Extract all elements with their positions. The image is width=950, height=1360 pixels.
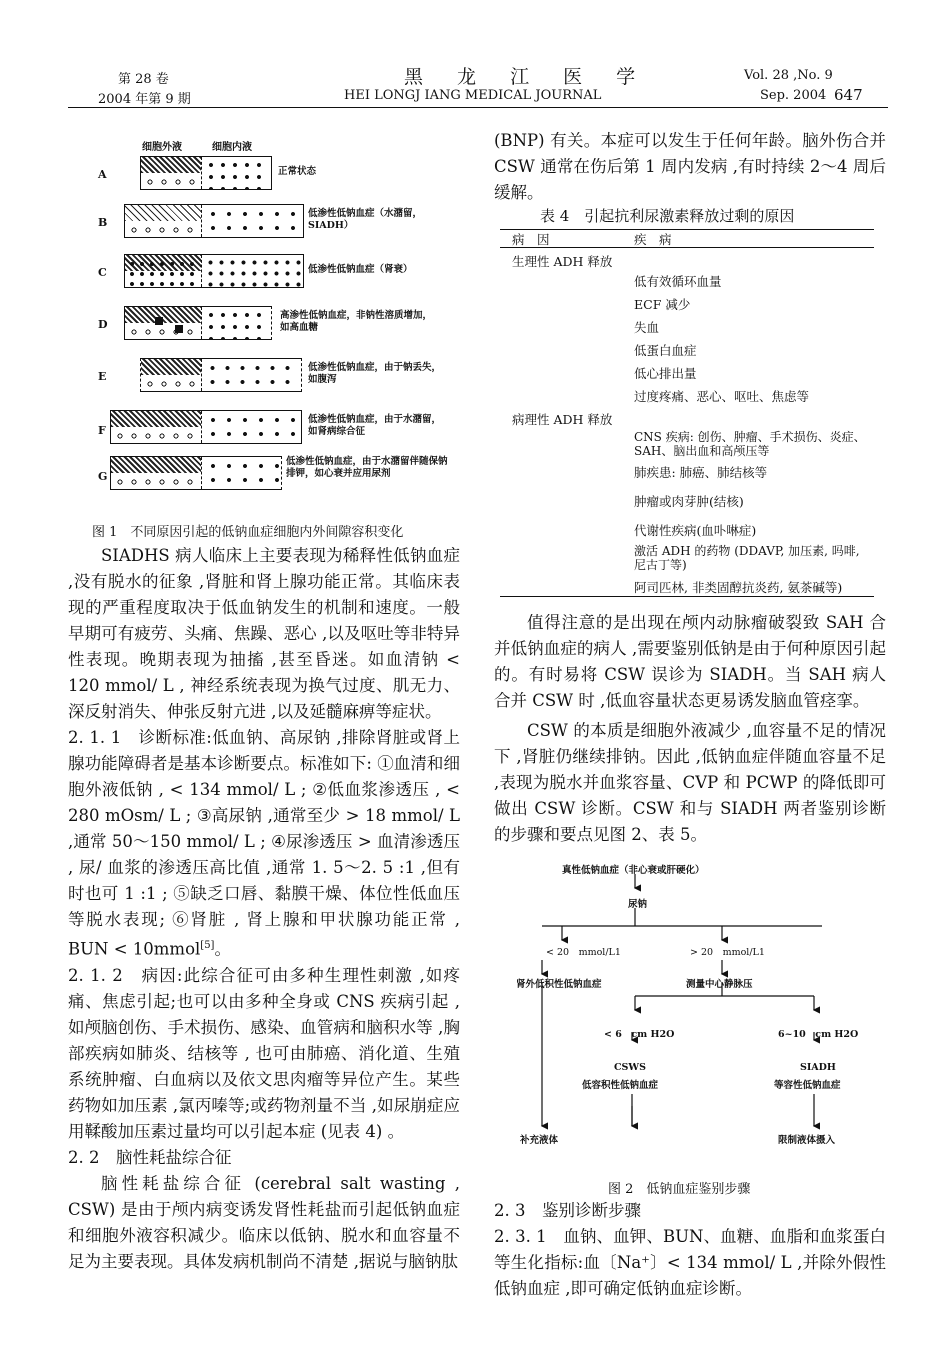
fig1-label-ecf: 细胞外液 — [142, 142, 182, 153]
left-column — [68, 543, 460, 1275]
journal-title-cn: 黑 龙 江 医 学 — [404, 66, 650, 88]
paragraph-csw-intro: 脑性耗盐综合征 (cerebral salt wasting , CSW) 是由于颅内病变诱发肾性耗盐而引起低钠血症和细胞外液容积减少。临床以低钠、脱水和血容量不足为主要表现。具体发病机制尚不清楚 ,据说与脑钠肽 — [68, 1173, 460, 1271]
fig1-compartment — [110, 456, 282, 490]
flow-label-low-urine-na: < 20 mmol/L1 — [546, 947, 621, 958]
flow-node-replenish-fluid: 补充液体 — [520, 1135, 559, 1146]
table-cell: 低心排出量 — [634, 366, 697, 381]
flow-node-urine-na: 尿钠 — [628, 899, 648, 910]
citation-ref: [5] — [200, 940, 215, 951]
table-group-pathological: 病理性 ADH 释放 — [512, 412, 613, 427]
table-cell: 失血 — [634, 320, 660, 335]
table-header-disease: 疾 病 — [634, 232, 672, 247]
figure-1-caption: 图 1 不同原因引起的低钠血症细胞内外间隙容积变化 — [92, 525, 404, 540]
paragraph-bnp: (BNP) 有关。本症可以发生于任何年龄。脑外伤合并 CSW 通常在伤后第 1 周内发病 ,有时持续 2～4 周后缓解。 — [494, 131, 886, 202]
fig1-row-f — [90, 410, 470, 444]
fig1-letter: C — [98, 266, 107, 279]
fig1-note: 高渗性低钠血症，非钠性溶质增加，如高血糖 — [280, 310, 433, 333]
section-heading-2-2: 2. 2 脑性耗盐综合征 — [68, 1147, 232, 1167]
flow-node-csws-desc: 低容积性低钠血症 — [582, 1080, 659, 1091]
page-number: 647 — [834, 86, 863, 104]
criteria-end: 。 — [214, 939, 231, 959]
paragraph-etiology: 2. 1. 2 病因:此综合征可由多种生理性刺激 ,如疼痛、焦虑引起;也可以由多种全身或 CNS 疾病引起 ,如颅脑创伤、手术损伤、感染、血管病和脑积水等 ,胸部疾病如肺炎、结核等 , 也可由肺癌、消化道、生殖系统肿瘤、白血病以及依文思肉瘤等异位产生。某些药物如加压素 ,氯丙嗪等;或药物剂量不当 ,如尿崩症应用鞣酸加压素过量均可以引起本症 (见表 4) 。 — [68, 965, 460, 1141]
fig1-compartment — [124, 306, 272, 340]
figure-2-arrows — [500, 860, 880, 1150]
table-cell: 低蛋白血症 — [634, 343, 697, 358]
table-header-rule — [500, 247, 874, 248]
paragraph-diagnosis-criteria — [68, 725, 460, 963]
figure-2-caption: 图 2 低钠血症鉴别步骤 — [608, 1182, 751, 1197]
fig1-letter: F — [98, 424, 106, 437]
section-heading-2-3: 2. 3 鉴别诊断步骤 — [494, 1201, 641, 1220]
flow-label-high-urine-na: > 20 mmol/L1 — [690, 947, 765, 958]
paragraph-siadhs-clinical: SIADHS 病人临床上主要表现为稀释性低钠血症 ,没有脱水的征象 ,肾脏和肾上腺功能正常。其临床表现的严重程度取决于低血钠发生的机制和速度。一般早期可有疲劳、头痛、焦躁、恶心 ,以及呕吐等非特异性表现。晚期表现为抽搐 ,甚至昏迷。如血清钠 < 120 mmol/ L , 神经系统表现为换气过度、肌无力、深反射消失、伸张反射亢进 ,以及延髓麻痹等症状。 — [68, 546, 460, 721]
paragraph-sah: 值得注意的是出现在颅内动脉瘤破裂致 SAH 合并低钠血症的病人 ,需要鉴别低钠是由于何种原因引起的。有时易将 CSW 误诊为 SIADH。当 SAH 病人合并 CSW 时 ,低血容量状态更易诱发脑血管痉挛。 — [494, 613, 886, 710]
fig1-row-g — [90, 456, 470, 490]
fig1-letter: B — [98, 216, 108, 229]
right-column-mid — [494, 610, 886, 848]
paragraph-csw-nature: CSW 的本质是细胞外液减少 ,血容量不足的情况下 ,肾脏仍继续排钠。因此 ,低钠血症伴随血容量不足 ,表现为脱水并血浆容量、CVP 和 PCWP 的降低即可做出 CSW 诊断。CSW 和与 SIADH 两者鉴别诊断的步骤和要点见图 2、表 5。 — [494, 721, 886, 844]
flow-node-true-hyponatremia: 真性低钠血症（非心衰或肝硬化） — [562, 865, 705, 876]
fig1-row-b — [90, 204, 470, 238]
fig1-letter: G — [98, 470, 108, 483]
flow-node-extrarenal: 肾外低积性低钠血症 — [516, 979, 602, 990]
header-issue: 2004 年第 9 期 — [98, 92, 191, 107]
criteria-text: 2. 1. 1 诊断标准:低血钠、高尿钠 ,排除肾脏或肾上腺功能障碍者是基本诊断要点。标准如下: ①血清和细胞外液低钠 , < 134 mmol/ L ; ②低血浆渗透压 , < 280 mOsm/ L ; ③高尿钠 ,通常至少 > 18 mmol/ L ,通常 50～150 mmol/ L ; ④尿渗透压 > 血清渗透压 , 尿/ 血浆的渗透压高比值 ,通常 1. 5～2. 5 :1 ,但有时也可 1 :1 ; ⑤缺乏口唇、黏膜干燥、体位性低血压等脱水表现; ⑥肾脏 , 肾上腺和甲状腺功能正常 , BUN < 10mmol — [68, 728, 460, 959]
fig1-note: 低渗性低钠血症，由于钠丢失，如腹泻 — [308, 362, 442, 385]
table-bottom-rule — [500, 596, 874, 597]
fig1-letter: D — [98, 318, 108, 331]
table-4-title: 表 4 引起抗利尿激素释放过剩的原因 — [540, 207, 795, 225]
fig1-row-e — [90, 358, 470, 392]
fig1-note: 低渗性低钠血症，由于水潴留伴随保钠排钾，如心衰并应用尿剂 — [286, 456, 448, 479]
fig1-note: 低渗性低钠血症（肾衰） — [308, 264, 413, 275]
journal-title-en: HEI LONGJ IANG MEDICAL JOURNAL — [344, 88, 602, 103]
table-cell: 肺疾患: 肺癌、肺结核等 — [634, 465, 768, 480]
fig1-row-a — [90, 156, 470, 190]
fig1-compartment — [140, 358, 302, 392]
paragraph-biochem: 2. 3. 1 血钠、血钾、BUN、血糖、血脂和血浆蛋白等生化指标:血〔Na⁺〕< 134 mmol/ L ,并除外假性低钠血症 ,即可确定低钠血症诊断。 — [494, 1227, 886, 1298]
table-cell: ECF 减少 — [634, 297, 691, 312]
fig1-row-d — [90, 306, 470, 340]
header-date-en: Sep. 2004 — [760, 88, 827, 103]
fig1-compartment — [124, 254, 304, 288]
header-volume: 第 28 卷 — [118, 72, 169, 87]
table-cell: CNS 疾病: 创伤、肿瘤、手术损伤、炎症、SAH、脑出血和高颅压等 — [634, 430, 866, 458]
flow-node-measure-cvp: 测量中心静脉压 — [686, 979, 753, 990]
fig1-label-icf: 细胞内液 — [212, 142, 252, 153]
table-cell: 激活 ADH 的药物 (DDAVP, 加压素, 吗啡, 尼古丁等) — [634, 544, 860, 572]
table-cell: 肿瘤或肉芽肿(结核) — [634, 494, 744, 509]
fig1-letter: A — [98, 168, 107, 181]
header-vol-en: Vol. 28 ,No. 9 — [744, 68, 833, 83]
header-rule — [68, 107, 888, 108]
fig1-compartment — [124, 204, 304, 238]
fig1-note: 正常状态 — [278, 166, 317, 177]
flow-node-siadh-desc: 等容性低钠血症 — [774, 1080, 841, 1091]
table-top-rule — [500, 229, 874, 230]
table-header-cause: 病 因 — [512, 232, 550, 247]
fig1-row-c — [90, 254, 470, 288]
fig1-note: 低渗性低钠血症，由于水潴留，如肾病综合征 — [308, 414, 442, 437]
table-cell: 过度疼痛、恶心、呕吐、焦虑等 — [634, 389, 810, 404]
right-column-bottom — [494, 1198, 886, 1302]
flow-node-csws: CSWS — [614, 1062, 646, 1073]
flow-node-restrict-fluid: 限制液体摄入 — [778, 1135, 836, 1146]
fig1-note: 低渗性低钠血症（水潴留，SIADH） — [308, 208, 423, 231]
fig1-letter: E — [98, 370, 107, 383]
figure-1 — [90, 130, 470, 520]
flow-label-cvp-low: < 6 cm H2O — [604, 1029, 675, 1040]
table-cell: 阿司匹林, 非类固醇抗炎药, 氨茶碱等) — [634, 580, 843, 595]
table-cell: 代谢性疾病(血卟啉症) — [634, 523, 757, 538]
right-column-top — [494, 128, 886, 206]
fig1-compartment — [110, 410, 302, 444]
table-cell: 低有效循环血量 — [634, 274, 722, 289]
fig1-compartment — [140, 156, 272, 190]
flow-label-cvp-normal: 6~10 cm H2O — [778, 1029, 859, 1040]
flow-node-siadh: SIADH — [800, 1062, 836, 1073]
table-group-physiological: 生理性 ADH 释放 — [512, 254, 613, 269]
